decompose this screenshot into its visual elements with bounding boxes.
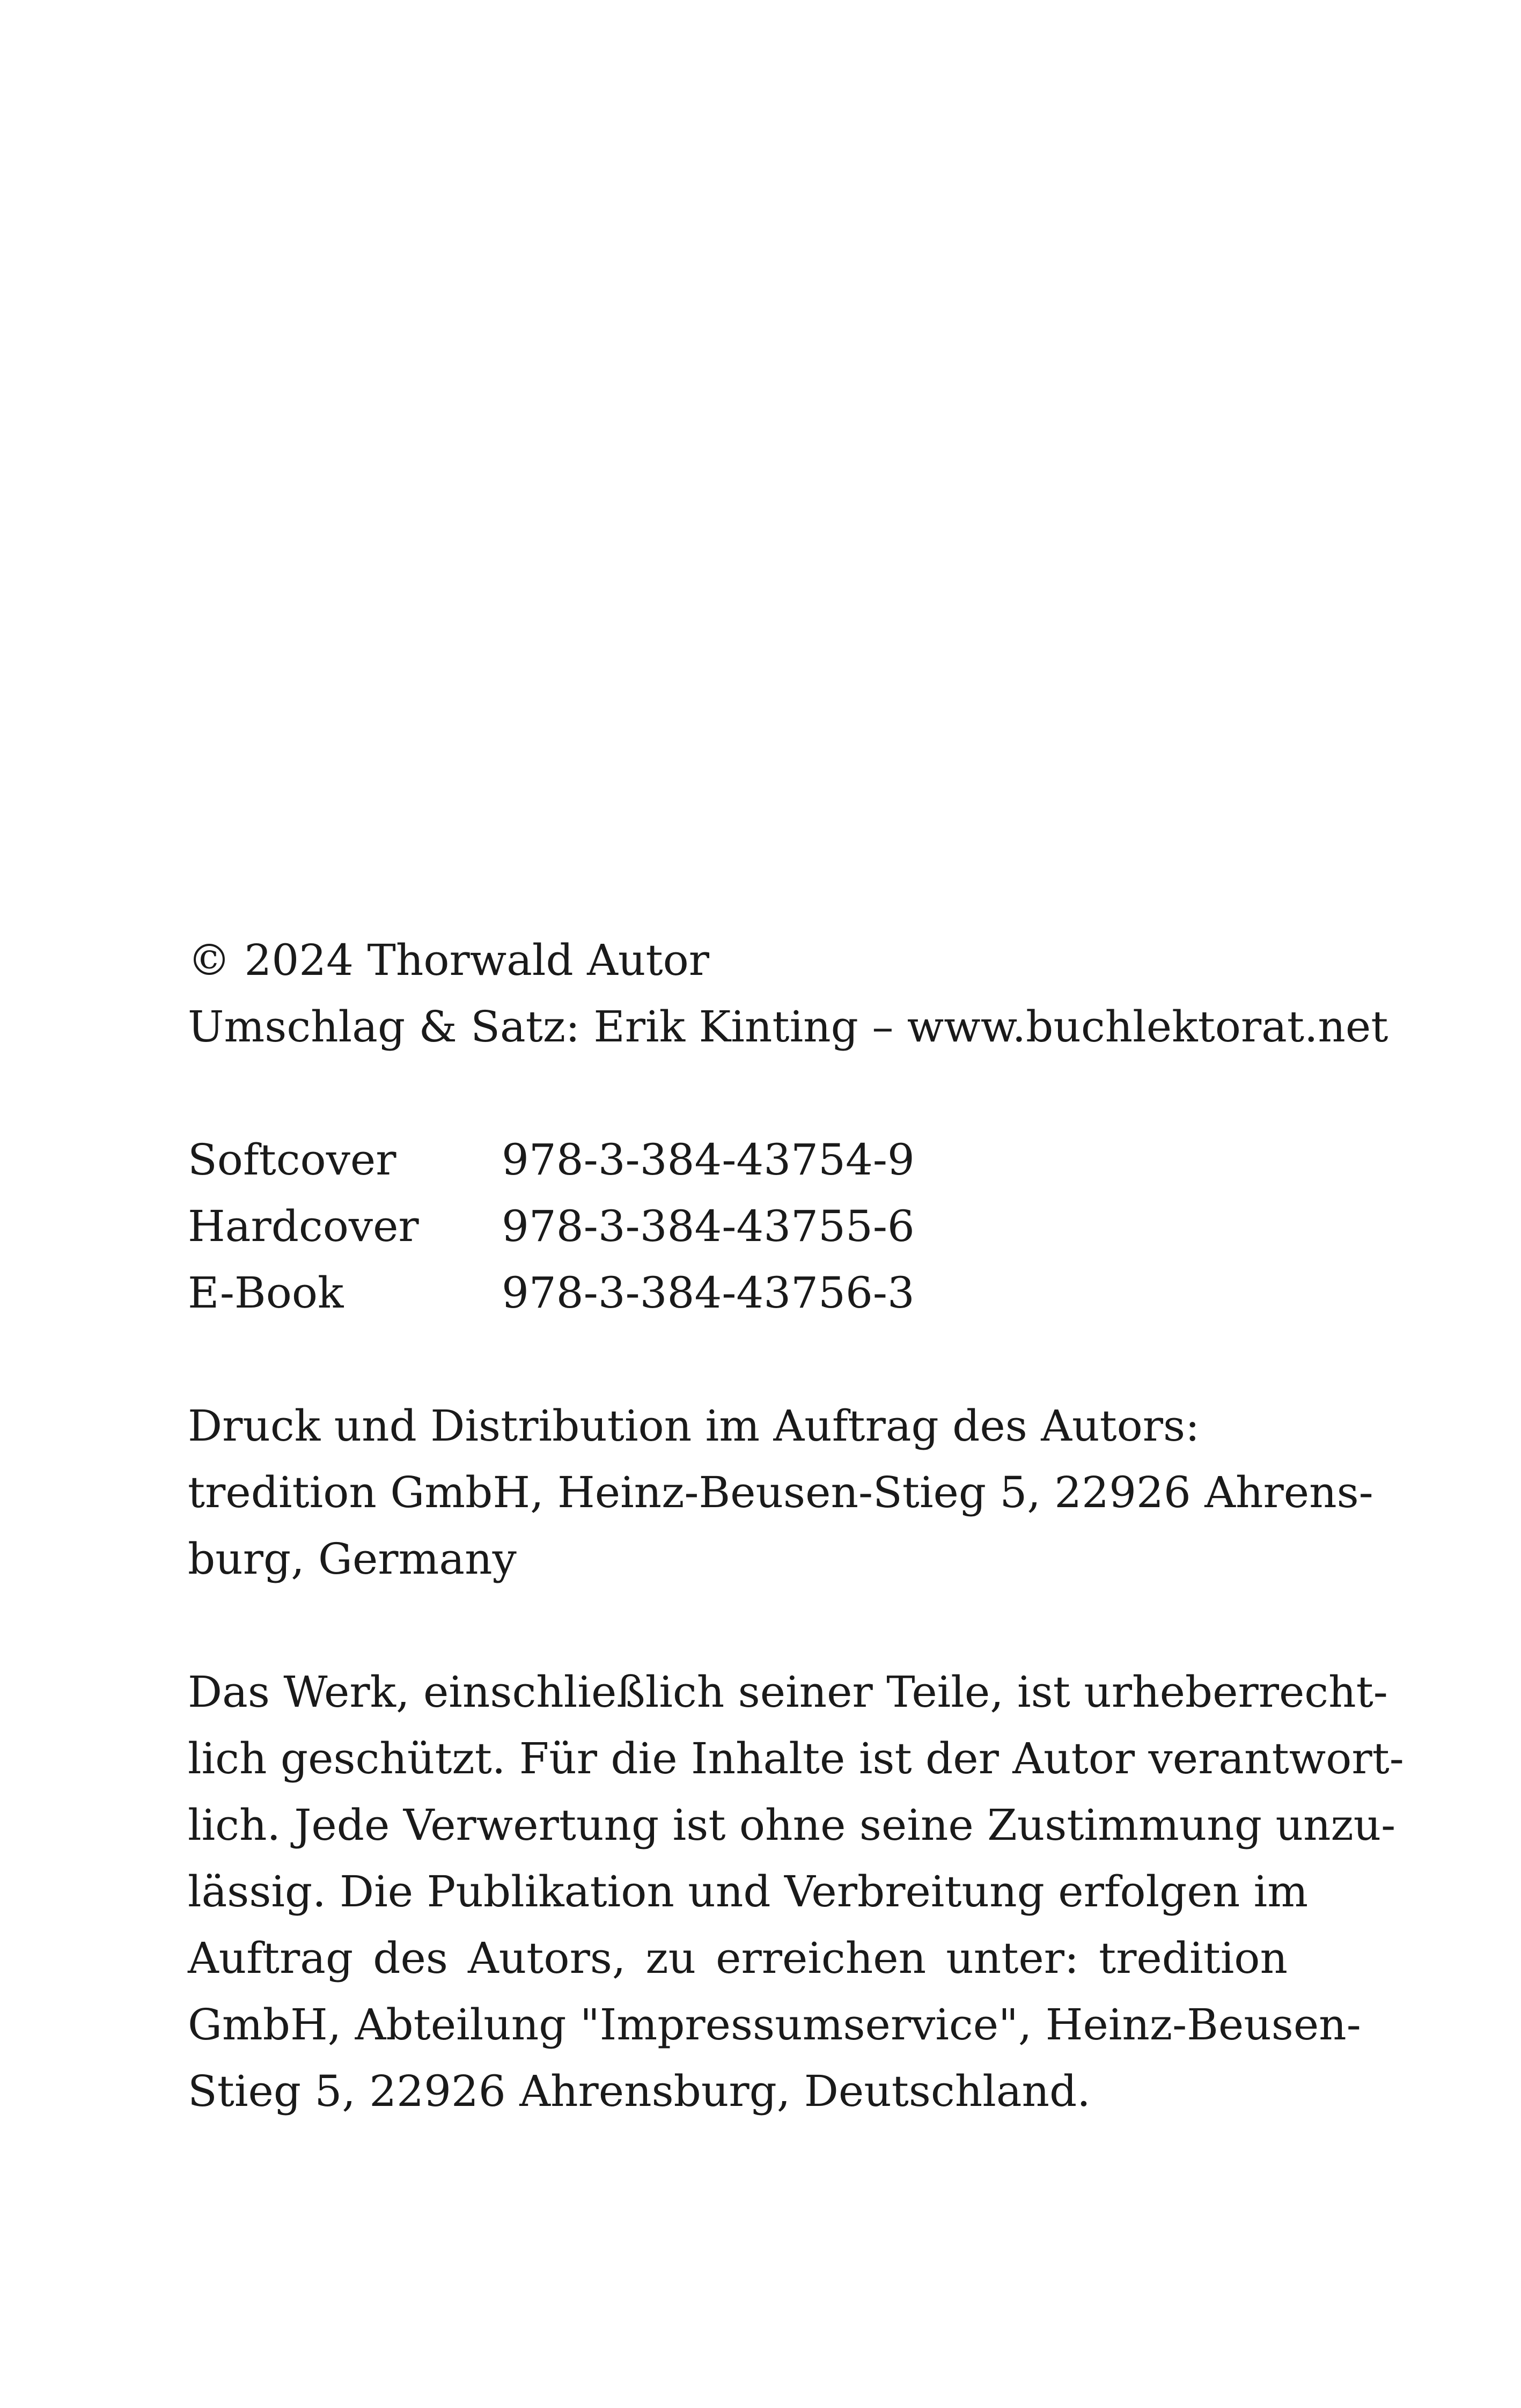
legal-line: GmbH, Abteilung "Impressumservice", Heinz-Beusen- — [188, 2000, 1361, 2050]
isbn-value: 978-3-384-43755-6 — [502, 1201, 915, 1251]
copyright-line: © 2024 Thorwald Autor — [188, 935, 709, 985]
imprint-block — [188, 927, 1404, 2125]
distribution-paragraph — [188, 1393, 1373, 1592]
legal-paragraph — [188, 1659, 1404, 2125]
isbn-value: 978-3-384-43754-9 — [502, 1135, 915, 1185]
isbn-row-hardcover — [188, 1193, 1288, 1260]
isbn-row-softcover — [188, 1127, 1288, 1193]
isbn-label: E-Book — [188, 1268, 344, 1318]
isbn-row-ebook — [188, 1260, 1288, 1326]
cover-credit-line: Umschlag & Satz: Erik Kinting – www.buchlektorat.net — [188, 1002, 1388, 1052]
distribution-line: burg, Germany — [188, 1534, 517, 1584]
legal-line: Stieg 5, 22926 Ahrensburg, Deutschland. — [188, 2066, 1091, 2116]
legal-line: lich geschützt. Für die Inhalte ist der Autor verantwort- — [188, 1734, 1404, 1783]
legal-line: lich. Jede Verwertung ist ohne seine Zustimmung unzu- — [188, 1800, 1396, 1850]
legal-line: lässig. Die Publikation und Verbreitung erfolgen im — [188, 1867, 1309, 1917]
distribution-line: Druck und Distribution im Auftrag des Autors: — [188, 1401, 1200, 1451]
isbn-value: 978-3-384-43756-3 — [502, 1268, 915, 1318]
spacer — [188, 1592, 1288, 1659]
spacer — [188, 1326, 1288, 1393]
legal-line: Das Werk, einschließlich seiner Teile, ist urheberrecht- — [188, 1667, 1388, 1717]
isbn-label: Hardcover — [188, 1201, 419, 1251]
distribution-line: tredition GmbH, Heinz-Beusen-Stieg 5, 22926 Ahrens- — [188, 1467, 1373, 1517]
isbn-list — [188, 1127, 1288, 1326]
isbn-label: Softcover — [188, 1135, 396, 1185]
legal-line: Auftrag des Autors, zu erreichen unter: tredition — [188, 1933, 1288, 1983]
spacer — [188, 1060, 1288, 1127]
